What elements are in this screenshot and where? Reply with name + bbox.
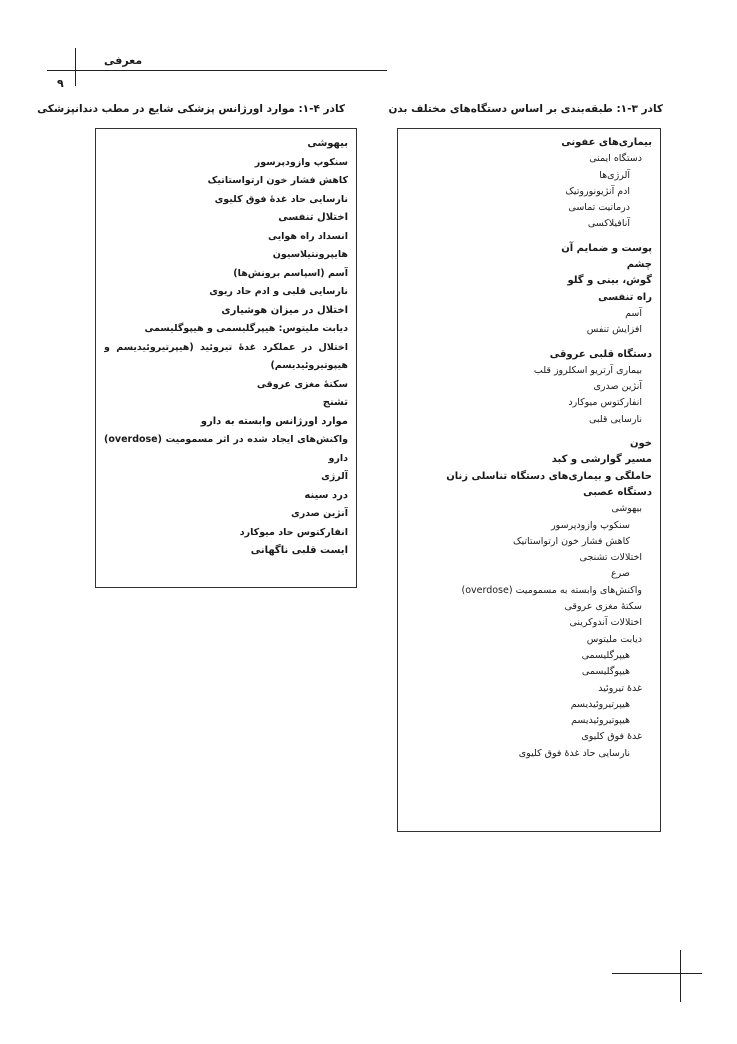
list-item: چشم: [626, 259, 652, 271]
list-item: اختلالات آندوکرینی: [569, 617, 642, 629]
list-item: غدهٔ فوق کلیوی: [581, 731, 642, 743]
list-item: حاملگی و بیماری‌های دستگاه تناسلی زنان: [446, 470, 652, 482]
list-item: دیابت ملیتوس: هیپرگلیسمی و هیپوگلیسمی: [144, 323, 348, 334]
list-item: آسم: [625, 307, 642, 319]
list-item: اختلال تنفسی: [278, 212, 348, 223]
list-item: سکتهٔ مغزی عروقی: [256, 378, 348, 390]
list-item: درماتیت تماسی: [568, 202, 630, 214]
list-item: دارو: [328, 452, 348, 464]
list-item: ایست قلبی ناگهانی: [250, 545, 348, 556]
list-item: نارسایی حاد غدهٔ فوق کلیوی: [518, 747, 630, 759]
list-item: درد سینه: [304, 489, 348, 501]
list-item: انفارکتوس میوکارد: [568, 397, 642, 409]
list-item: نارسایی حاد غدهٔ فوق کلیوی: [214, 193, 348, 205]
list-item: هیپوتیروئیدیسم): [270, 360, 348, 371]
dental-emergencies-box: [95, 128, 357, 588]
list-item: دیابت ملیتوس: [586, 633, 642, 645]
list-spacer: [406, 428, 652, 436]
header-vertical-rule: [75, 48, 76, 86]
list-item: سنکوپ وازودپرسور: [254, 156, 348, 168]
header-horizontal-rule: [47, 70, 387, 71]
list-item: راه تنفسی: [598, 291, 652, 303]
list-item: آسم (اسپاسم برونش‌ها): [233, 267, 348, 279]
list-item: ادم آنژیونوروتیک: [565, 185, 630, 197]
list-item: اختلالات تشنجی: [579, 552, 642, 564]
list-item: هیپوگلیسمی: [581, 666, 630, 678]
list-item: انفارکتوس حاد میوکارد: [239, 526, 348, 538]
list-item: آنژین صدری: [593, 381, 642, 393]
list-item: آلرژی‌ها: [599, 169, 630, 181]
box-4-1-caption: کادر ۴-۱: موارد اورژانس پزشکی شایع در مطب دندانپزشکی: [37, 103, 345, 115]
list-item: بیماری‌های عفونی: [561, 137, 652, 148]
list-item: هیپرتیروئیدیسم: [570, 698, 630, 710]
list-item: بیماری آرتریو اسکلروز قلب: [533, 364, 642, 376]
list-item: نارسایی قلبی و ادم حاد ریوی: [209, 286, 348, 297]
list-item: نارسایی قلبی: [588, 413, 642, 425]
list-item: مسیر گوارشی و کبد: [551, 454, 652, 466]
list-item: پوست و ضمایم آن: [561, 242, 652, 254]
list-item: افزایش تنفس: [586, 324, 642, 336]
list-spacer: [406, 339, 652, 347]
list-spacer: [406, 233, 652, 241]
list-item: هیپرگلیسمی: [581, 649, 630, 661]
crop-mark-horizontal: [612, 973, 702, 974]
list-item: واکنش‌های وابسته به مسمومیت (overdose): [461, 584, 642, 596]
list-item: اختلال در میزان هوشیاری: [221, 304, 348, 316]
list-item: صرع: [611, 568, 630, 580]
list-item: آنژین صدری: [291, 508, 348, 519]
crop-mark-vertical: [680, 950, 681, 1002]
list-item: بیهوشی: [611, 503, 642, 515]
list-item: گوش، بینی و گلو: [567, 275, 652, 287]
list-item: انسداد راه هوایی: [267, 230, 348, 242]
list-item: آنافیلاکسی: [587, 218, 630, 230]
list-item: غدهٔ تیروئید: [598, 682, 642, 694]
list-item: اختلال در عملکرد غدهٔ تیروئید (هیپرتیروئیدیسم و: [104, 341, 348, 353]
list-item: دستگاه ایمنی: [589, 153, 642, 165]
list-item: کاهش فشار خون ارتواستاتیک: [512, 535, 630, 547]
list-item: هیپوتیروئیدیسم: [571, 715, 630, 727]
list-item: خون: [629, 438, 652, 450]
list-item: بیهوشی: [307, 138, 348, 149]
list-item: هایپرونتیلاسیون: [272, 249, 348, 260]
list-item: تشنج: [322, 397, 348, 408]
list-item: دستگاه عصبی: [583, 486, 652, 498]
list-item: آلرژی: [321, 471, 348, 482]
list-item: سکتهٔ مغزی عروقی: [564, 601, 642, 613]
page-number: ۹: [57, 77, 64, 90]
list-item: کاهش فشار خون ارتواستاتیک: [207, 175, 348, 186]
running-title: معرفی: [104, 54, 143, 67]
list-item: دستگاه قلبی عروقی: [549, 348, 652, 360]
classification-box: [397, 128, 661, 832]
box-3-1-caption: کادر ۳-۱: طبقه‌بندی بر اساس دستگاه‌های مختلف بدن: [388, 103, 663, 115]
list-item: موارد اورژانس وابسته به دارو: [200, 415, 348, 427]
list-item: واکنش‌های ایجاد شده در اثر مسمومیت (overdose): [104, 434, 348, 445]
list-item: سنکوپ وازودپرسور: [551, 519, 630, 531]
